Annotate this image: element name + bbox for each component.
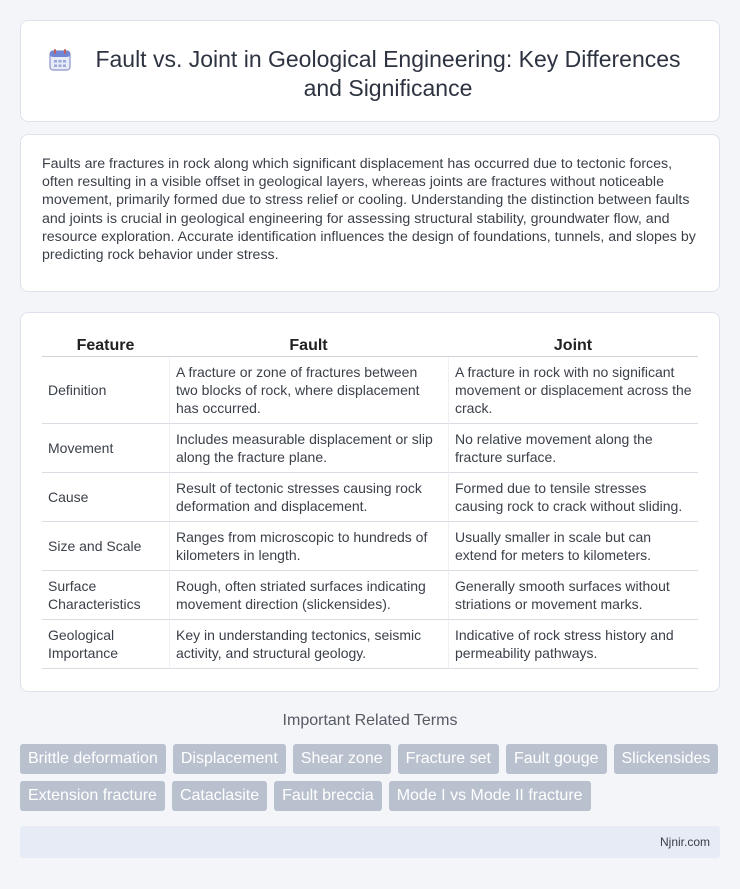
related-terms-heading: Important Related Terms <box>282 712 458 729</box>
term-tag[interactable]: Fracture set <box>398 744 499 774</box>
cell-feature: Cause <box>42 473 169 522</box>
cell-fault: Result of tectonic stresses causing rock deformation and displacement. <box>169 473 448 522</box>
table-row <box>42 473 698 522</box>
cell-feature: Surface Characteristics <box>42 571 169 620</box>
term-tag[interactable]: Slickensides <box>614 744 719 774</box>
cell-fault: Key in understanding tectonics, seismic activity, and structural geology. <box>169 620 448 669</box>
intro-paragraph: Faults are fractures in rock along which significant displacement has occurred due to tectonic forces, often resulting in a visible offset in geological layers, whereas joints are fractures without noticeable movement, primarily formed due to stress relief or cooling. Understanding the distinction between faults and joints is crucial in geological engineering for assessing structural stability, groundwater flow, and resource exploration. Accurate identification influences the design of foundations, tunnels, and slopes by predicting rock behavior under stress. <box>42 156 696 264</box>
cell-fault: Ranges from microscopic to hundreds of kilometers in length. <box>169 522 448 571</box>
table-row <box>42 620 698 669</box>
footer-site-link[interactable]: Njnir.com <box>659 835 710 849</box>
comparison-table <box>42 333 698 669</box>
cell-feature: Definition <box>42 357 169 424</box>
title-card <box>20 20 720 122</box>
table-row <box>42 424 698 473</box>
cell-joint: Indicative of rock stress history and permeability pathways. <box>448 620 698 669</box>
footer <box>20 826 720 858</box>
term-tag[interactable]: Cataclasite <box>172 781 267 811</box>
cell-fault: A fracture or zone of fractures between two blocks of rock, where displacement has occurred. <box>169 357 448 424</box>
table-row <box>42 357 698 424</box>
related-terms-list <box>20 744 725 811</box>
header-joint: Joint <box>448 333 698 357</box>
term-tag[interactable]: Fault breccia <box>274 781 382 811</box>
cell-fault: Rough, often striated surfaces indicating movement direction (slickensides). <box>169 571 448 620</box>
cell-joint: Generally smooth surfaces without striations or movement marks. <box>448 571 698 620</box>
cell-feature: Movement <box>42 424 169 473</box>
header-fault: Fault <box>169 333 448 357</box>
term-tag[interactable]: Mode I vs Mode II fracture <box>389 781 591 811</box>
cell-feature: Geological Importance <box>42 620 169 669</box>
page-title: Fault vs. Joint in Geological Engineering: Key Differences and Significance <box>95 46 681 101</box>
intro-card <box>20 134 720 292</box>
table-header-row <box>42 333 698 357</box>
cell-fault: Includes measurable displacement or slip along the fracture plane. <box>169 424 448 473</box>
cell-joint: Usually smaller in scale but can extend for meters to kilometers. <box>448 522 698 571</box>
cell-joint: No relative movement along the fracture surface. <box>448 424 698 473</box>
table-row <box>42 571 698 620</box>
cell-joint: A fracture in rock with no significant movement or displacement across the crack. <box>448 357 698 424</box>
table-row <box>42 522 698 571</box>
header-feature: Feature <box>42 333 169 357</box>
term-tag[interactable]: Displacement <box>173 744 286 774</box>
term-tag[interactable]: Extension fracture <box>20 781 165 811</box>
term-tag[interactable]: Fault gouge <box>506 744 607 774</box>
term-tag[interactable]: Shear zone <box>293 744 391 774</box>
term-tag[interactable]: Brittle deformation <box>20 744 166 774</box>
comparison-table-card <box>20 312 720 692</box>
cell-joint: Formed due to tensile stresses causing rock to crack without sliding. <box>448 473 698 522</box>
cell-feature: Size and Scale <box>42 522 169 571</box>
